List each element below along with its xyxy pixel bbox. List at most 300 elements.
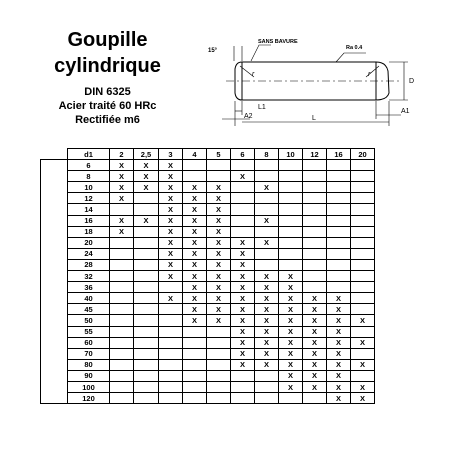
table-row xyxy=(41,215,375,226)
availability-cell: X xyxy=(183,282,207,293)
pin-technical-drawing xyxy=(196,31,426,131)
availability-cell xyxy=(183,370,207,381)
availability-cell: X xyxy=(183,237,207,248)
availability-cell xyxy=(110,359,134,370)
availability-cell xyxy=(351,293,375,304)
availability-cell xyxy=(231,193,255,204)
table-row xyxy=(41,282,375,293)
table-row xyxy=(41,370,375,381)
availability-cell: X xyxy=(183,204,207,215)
availability-cell xyxy=(207,348,231,359)
page-title-line2: cylindrique xyxy=(54,55,161,77)
availability-cell: X xyxy=(279,348,303,359)
availability-cell xyxy=(110,271,134,282)
table-row xyxy=(41,326,375,337)
availability-cell: X xyxy=(231,337,255,348)
availability-cell xyxy=(255,171,279,182)
availability-cell: X xyxy=(231,326,255,337)
availability-cell: X xyxy=(303,304,327,315)
dimension-l1-label: L1 xyxy=(258,104,266,111)
availability-cell xyxy=(110,348,134,359)
availability-cell: X xyxy=(255,337,279,348)
availability-cell: X xyxy=(327,326,351,337)
table-row xyxy=(41,248,375,259)
availability-cell xyxy=(255,370,279,381)
availability-cell xyxy=(134,326,159,337)
availability-cell: X xyxy=(110,160,134,171)
diameter-header: 16 xyxy=(327,149,351,160)
length-cell: 70 xyxy=(68,348,110,359)
availability-cell: X xyxy=(231,248,255,259)
availability-cell: X xyxy=(351,381,375,392)
availability-cell xyxy=(207,337,231,348)
availability-cell: X xyxy=(159,226,183,237)
availability-cell xyxy=(134,271,159,282)
availability-cell xyxy=(134,393,159,404)
availability-cell: X xyxy=(207,182,231,193)
table-row xyxy=(41,182,375,193)
availability-cell: X xyxy=(351,359,375,370)
availability-cell xyxy=(351,226,375,237)
availability-cell: X xyxy=(279,359,303,370)
availability-cell xyxy=(159,381,183,392)
availability-cell: X xyxy=(159,160,183,171)
availability-cell: X xyxy=(207,204,231,215)
length-cell: 14 xyxy=(68,204,110,215)
availability-cell: X xyxy=(351,337,375,348)
table-row xyxy=(41,193,375,204)
availability-cell: X xyxy=(327,315,351,326)
availability-cell: X xyxy=(134,215,159,226)
availability-cell xyxy=(327,160,351,171)
availability-cell: X xyxy=(231,171,255,182)
dimension-a1-label: A1 xyxy=(401,108,410,115)
availability-cell: X xyxy=(255,182,279,193)
availability-cell: X xyxy=(279,315,303,326)
availability-cell xyxy=(351,248,375,259)
table-row xyxy=(41,271,375,282)
availability-cell xyxy=(327,171,351,182)
availability-cell: X xyxy=(159,215,183,226)
availability-cell xyxy=(303,182,327,193)
availability-cell xyxy=(279,248,303,259)
availability-cell: X xyxy=(207,259,231,270)
availability-cell: X xyxy=(255,348,279,359)
table-row xyxy=(41,337,375,348)
availability-cell xyxy=(183,348,207,359)
availability-cell xyxy=(159,282,183,293)
length-cell: 24 xyxy=(68,248,110,259)
availability-cell xyxy=(351,237,375,248)
availability-cell xyxy=(279,160,303,171)
availability-cell: X xyxy=(279,304,303,315)
availability-cell xyxy=(183,381,207,392)
availability-cell: X xyxy=(134,171,159,182)
table-row xyxy=(41,160,375,171)
availability-cell xyxy=(327,248,351,259)
availability-cell xyxy=(110,304,134,315)
availability-cell xyxy=(303,215,327,226)
table-row xyxy=(41,293,375,304)
availability-cell xyxy=(110,259,134,270)
table-row xyxy=(41,348,375,359)
availability-cell xyxy=(159,337,183,348)
availability-cell xyxy=(255,226,279,237)
length-cell: 12 xyxy=(68,193,110,204)
availability-cell xyxy=(159,326,183,337)
availability-cell xyxy=(303,282,327,293)
availability-cell xyxy=(183,393,207,404)
availability-cell: X xyxy=(183,315,207,326)
availability-cell: X xyxy=(327,393,351,404)
availability-cell xyxy=(351,326,375,337)
availability-cell xyxy=(351,259,375,270)
availability-cell xyxy=(134,304,159,315)
availability-cell xyxy=(327,204,351,215)
table-row xyxy=(41,204,375,215)
availability-cell xyxy=(255,160,279,171)
availability-cell: X xyxy=(255,271,279,282)
availability-cell xyxy=(327,226,351,237)
availability-cell: X xyxy=(303,293,327,304)
diameter-header: 3 xyxy=(159,149,183,160)
availability-cell xyxy=(207,381,231,392)
availability-cell xyxy=(159,359,183,370)
availability-cell xyxy=(134,381,159,392)
availability-cell xyxy=(303,204,327,215)
availability-cell: X xyxy=(255,237,279,248)
availability-cell: X xyxy=(207,237,231,248)
diameter-header: 6 xyxy=(231,149,255,160)
availability-cell: X xyxy=(159,182,183,193)
availability-cell xyxy=(303,271,327,282)
availability-cell xyxy=(207,370,231,381)
availability-cell: X xyxy=(303,381,327,392)
availability-cell: X xyxy=(110,182,134,193)
length-cell: 40 xyxy=(68,293,110,304)
availability-cell xyxy=(231,215,255,226)
availability-cell: X xyxy=(110,193,134,204)
availability-cell xyxy=(303,171,327,182)
corner-label: d1 xyxy=(68,149,110,160)
availability-cell: X xyxy=(327,359,351,370)
diameter-header: 4 xyxy=(183,149,207,160)
availability-cell xyxy=(279,171,303,182)
note-leader xyxy=(251,45,271,61)
availability-cell: X xyxy=(327,370,351,381)
availability-cell xyxy=(134,315,159,326)
availability-cell: X xyxy=(303,326,327,337)
length-cell: 45 xyxy=(68,304,110,315)
availability-cell: X xyxy=(231,271,255,282)
availability-cell: X xyxy=(207,193,231,204)
radius-label-right: r xyxy=(368,71,371,78)
availability-cell xyxy=(351,304,375,315)
availability-cell: X xyxy=(207,304,231,315)
availability-cell: X xyxy=(255,359,279,370)
availability-cell xyxy=(110,282,134,293)
availability-cell xyxy=(207,171,231,182)
availability-cell: X xyxy=(159,204,183,215)
availability-cell: X xyxy=(183,259,207,270)
length-cell: 18 xyxy=(68,226,110,237)
roughness-label: Ra 0.4 xyxy=(346,45,363,51)
availability-cell xyxy=(327,282,351,293)
availability-cell xyxy=(303,160,327,171)
availability-cell: X xyxy=(183,293,207,304)
availability-cell xyxy=(134,359,159,370)
availability-cell: X xyxy=(303,348,327,359)
availability-cell: X xyxy=(110,226,134,237)
availability-cell: X xyxy=(207,315,231,326)
availability-cell xyxy=(134,248,159,259)
availability-cell xyxy=(327,271,351,282)
length-cell: 36 xyxy=(68,282,110,293)
availability-cell: X xyxy=(183,226,207,237)
availability-cell xyxy=(255,248,279,259)
availability-cell xyxy=(231,182,255,193)
page-title-line1: Goupille xyxy=(67,29,148,51)
availability-cell xyxy=(351,160,375,171)
availability-cell xyxy=(207,393,231,404)
availability-cell: X xyxy=(134,160,159,171)
availability-cell xyxy=(231,226,255,237)
table-row xyxy=(41,359,375,370)
table-row xyxy=(41,259,375,270)
diameter-header: 12 xyxy=(303,149,327,160)
availability-cell: X xyxy=(303,315,327,326)
availability-cell xyxy=(159,393,183,404)
availability-cell xyxy=(207,160,231,171)
length-cell: 90 xyxy=(68,370,110,381)
availability-cell: X xyxy=(327,337,351,348)
table-row xyxy=(41,381,375,392)
length-cell: 10 xyxy=(68,182,110,193)
availability-cell xyxy=(110,204,134,215)
availability-cell xyxy=(279,393,303,404)
availability-cell: X xyxy=(327,304,351,315)
availability-cell: X xyxy=(183,182,207,193)
availability-cell xyxy=(351,348,375,359)
availability-cell xyxy=(183,160,207,171)
availability-cell xyxy=(327,237,351,248)
length-cell: 55 xyxy=(68,326,110,337)
availability-cell: X xyxy=(279,381,303,392)
availability-cell: X xyxy=(159,271,183,282)
availability-cell xyxy=(303,259,327,270)
norm-reference: DIN 6325 xyxy=(84,86,131,98)
length-cell: 100 xyxy=(68,381,110,392)
availability-cell xyxy=(134,348,159,359)
availability-cell xyxy=(231,204,255,215)
availability-cell: X xyxy=(207,226,231,237)
availability-cell: X xyxy=(183,215,207,226)
table-row xyxy=(41,315,375,326)
availability-cell xyxy=(159,315,183,326)
availability-cell xyxy=(327,259,351,270)
availability-cell xyxy=(255,204,279,215)
length-cell: 20 xyxy=(68,237,110,248)
availability-cell: X xyxy=(351,315,375,326)
length-cell: 60 xyxy=(68,337,110,348)
availability-cell: X xyxy=(231,237,255,248)
availability-cell: X xyxy=(279,370,303,381)
availability-cell xyxy=(351,204,375,215)
availability-cell: X xyxy=(279,271,303,282)
availability-cell: X xyxy=(231,315,255,326)
availability-cell: X xyxy=(207,282,231,293)
availability-cell xyxy=(327,182,351,193)
availability-cell: X xyxy=(255,315,279,326)
availability-cell: X xyxy=(183,193,207,204)
availability-cell xyxy=(183,171,207,182)
availability-cell: X xyxy=(159,248,183,259)
availability-cell: X xyxy=(159,237,183,248)
availability-cell xyxy=(351,182,375,193)
availability-cell xyxy=(207,359,231,370)
availability-cell xyxy=(159,304,183,315)
availability-cell xyxy=(351,215,375,226)
diameter-header: 5 xyxy=(207,149,231,160)
deburr-note: SANS BAVURE xyxy=(258,39,298,45)
availability-cell: X xyxy=(255,282,279,293)
availability-cell: X xyxy=(231,282,255,293)
availability-cell xyxy=(183,359,207,370)
availability-cell: X xyxy=(110,171,134,182)
finish-spec: Rectifiée m6 xyxy=(75,114,140,126)
table-row xyxy=(41,237,375,248)
availability-cell xyxy=(255,393,279,404)
availability-cell: X xyxy=(231,293,255,304)
availability-cell xyxy=(110,248,134,259)
availability-cell xyxy=(159,348,183,359)
availability-cell: X xyxy=(110,215,134,226)
length-cell: 28 xyxy=(68,259,110,270)
roughness-leader xyxy=(336,53,366,62)
availability-cell xyxy=(279,259,303,270)
availability-cell: X xyxy=(255,215,279,226)
length-cell: 16 xyxy=(68,215,110,226)
availability-cell xyxy=(134,193,159,204)
availability-cell xyxy=(327,215,351,226)
availability-cell: X xyxy=(207,248,231,259)
dimension-a2-label: A2 xyxy=(244,113,253,120)
diameter-header: 8 xyxy=(255,149,279,160)
length-cell: 50 xyxy=(68,315,110,326)
availability-cell xyxy=(279,204,303,215)
availability-cell xyxy=(303,393,327,404)
availability-cell xyxy=(110,293,134,304)
availability-cell xyxy=(279,237,303,248)
diameter-header: 10 xyxy=(279,149,303,160)
availability-cell xyxy=(255,259,279,270)
availability-cell xyxy=(351,271,375,282)
availability-cell xyxy=(231,381,255,392)
availability-cell: X xyxy=(231,304,255,315)
availability-cell xyxy=(134,337,159,348)
availability-cell: X xyxy=(159,193,183,204)
availability-cell xyxy=(110,381,134,392)
length-cell: 80 xyxy=(68,359,110,370)
availability-cell xyxy=(231,160,255,171)
dimension-d-label: D xyxy=(409,78,415,85)
availability-table xyxy=(40,148,375,404)
availability-cell xyxy=(303,226,327,237)
availability-cell xyxy=(327,193,351,204)
availability-cell: X xyxy=(207,271,231,282)
angle-label: 15° xyxy=(208,48,218,54)
availability-cell: X xyxy=(303,370,327,381)
availability-cell xyxy=(231,370,255,381)
availability-cell: X xyxy=(183,248,207,259)
availability-cell xyxy=(351,370,375,381)
availability-cell: X xyxy=(159,171,183,182)
availability-cell xyxy=(134,237,159,248)
availability-cell: X xyxy=(351,393,375,404)
availability-cell: X xyxy=(255,326,279,337)
availability-cell: X xyxy=(255,304,279,315)
availability-cell xyxy=(279,182,303,193)
availability-cell xyxy=(110,237,134,248)
availability-cell: X xyxy=(279,293,303,304)
availability-cell xyxy=(134,293,159,304)
availability-cell: X xyxy=(279,282,303,293)
dimension-l-label: L xyxy=(312,115,316,122)
table-row xyxy=(41,171,375,182)
availability-cell xyxy=(134,370,159,381)
availability-cell xyxy=(134,282,159,293)
length-cell: 120 xyxy=(68,393,110,404)
availability-cell: X xyxy=(327,293,351,304)
availability-cell xyxy=(279,226,303,237)
availability-cell xyxy=(255,381,279,392)
availability-cell xyxy=(351,282,375,293)
availability-cell: X xyxy=(327,348,351,359)
availability-cell xyxy=(134,259,159,270)
diameter-header: 2 xyxy=(110,149,134,160)
availability-cell xyxy=(255,193,279,204)
availability-cell xyxy=(279,193,303,204)
availability-cell: X xyxy=(159,293,183,304)
length-cell: 32 xyxy=(68,271,110,282)
availability-cell xyxy=(110,393,134,404)
availability-cell: X xyxy=(231,359,255,370)
availability-cell: X xyxy=(207,293,231,304)
availability-cell xyxy=(110,315,134,326)
availability-cell xyxy=(303,193,327,204)
availability-cell: X xyxy=(183,271,207,282)
table-row xyxy=(41,304,375,315)
availability-cell xyxy=(134,226,159,237)
radius-label-left: r xyxy=(252,71,255,78)
length-cell: 6 xyxy=(68,160,110,171)
availability-cell xyxy=(134,204,159,215)
availability-cell xyxy=(231,393,255,404)
availability-cell: X xyxy=(327,381,351,392)
availability-cell xyxy=(207,326,231,337)
table-row xyxy=(41,226,375,237)
length-group-cell xyxy=(41,160,68,404)
availability-cell: X xyxy=(207,215,231,226)
material-spec: Acier traité 60 HRc xyxy=(58,100,157,112)
availability-cell: X xyxy=(279,326,303,337)
availability-cell xyxy=(183,337,207,348)
availability-cell xyxy=(183,326,207,337)
availability-cell: X xyxy=(231,348,255,359)
availability-cell: X xyxy=(255,293,279,304)
availability-cell xyxy=(303,237,327,248)
availability-cell: X xyxy=(303,359,327,370)
